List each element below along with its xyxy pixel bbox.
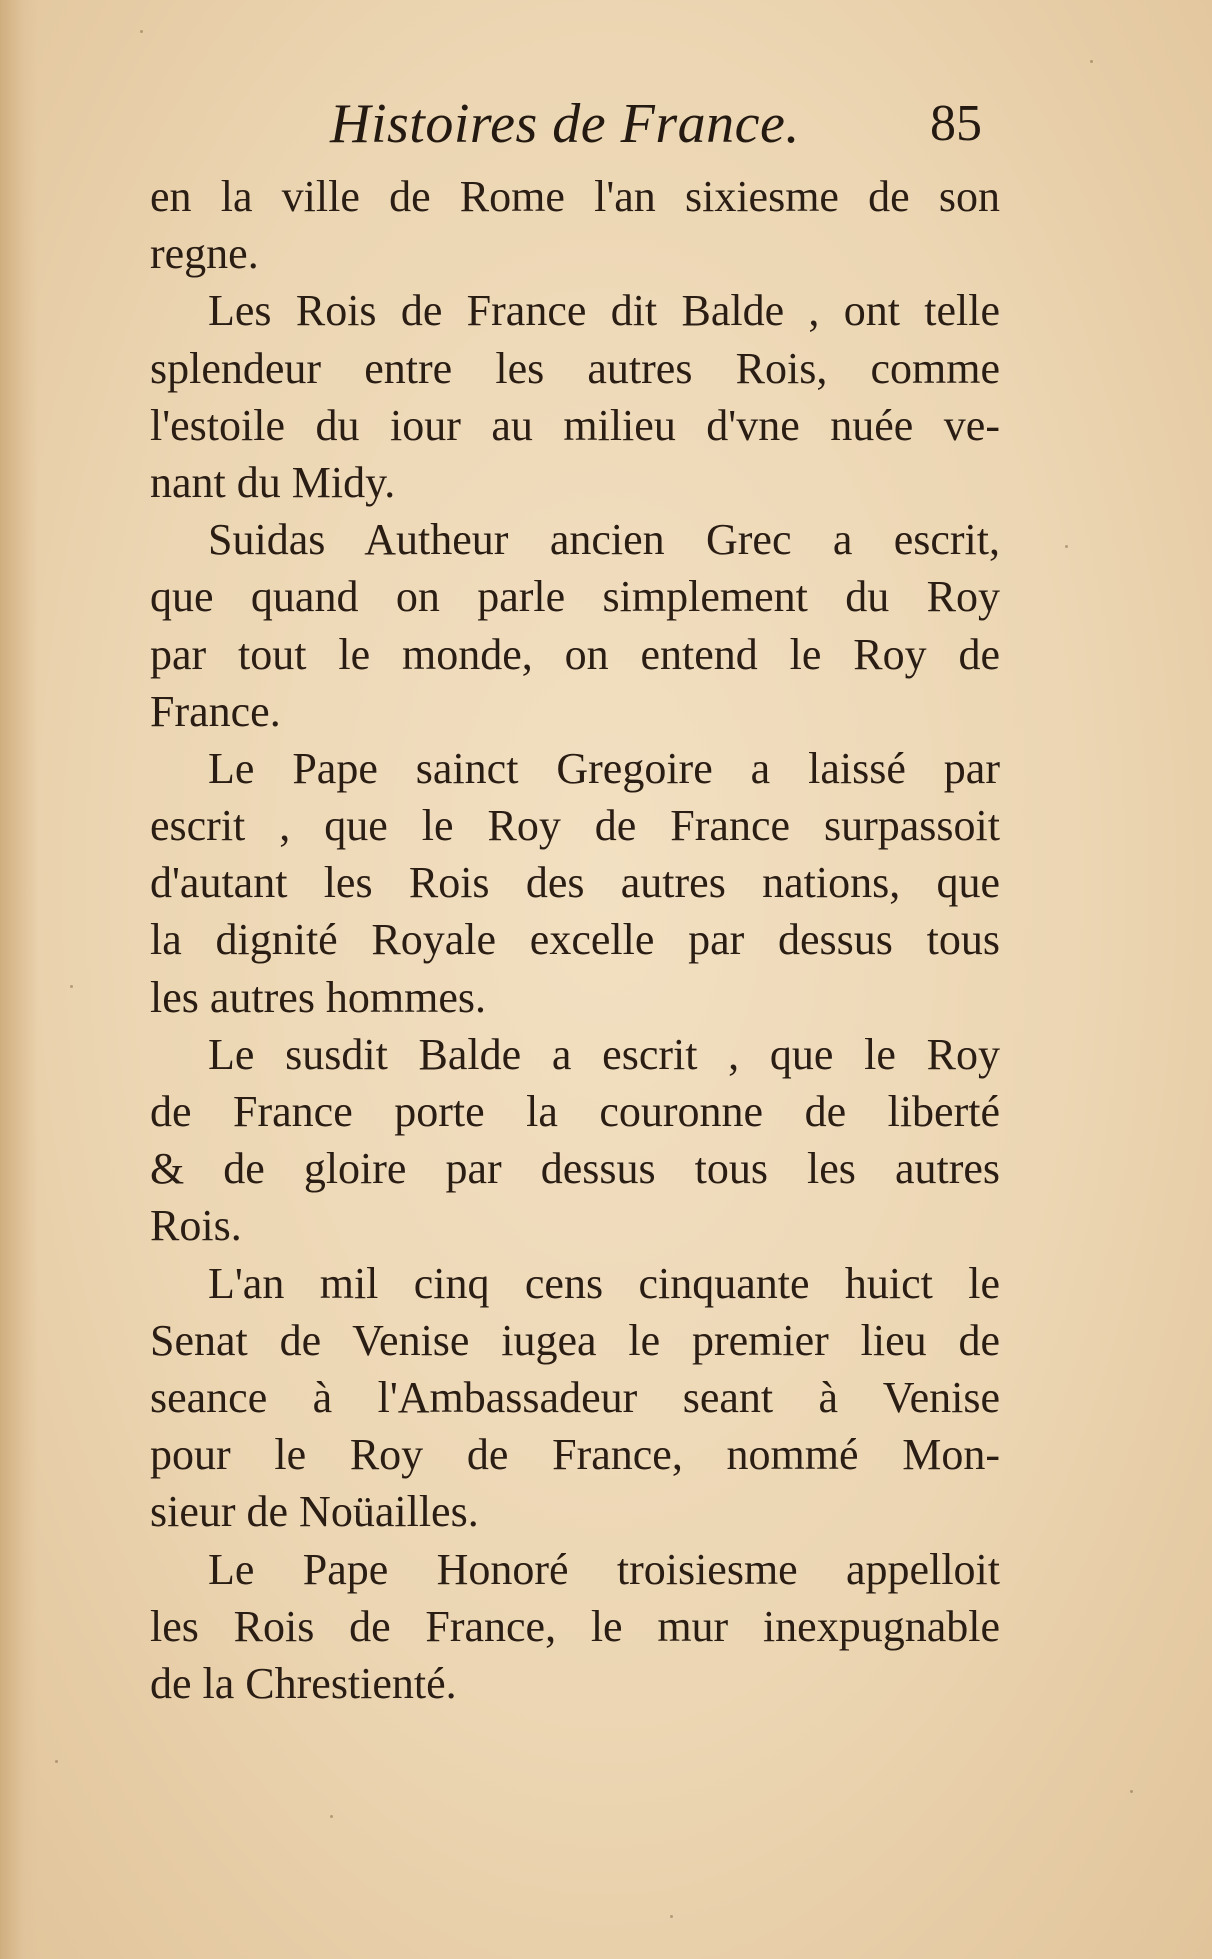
text-line: Le Pape sainct Gregoire a laissé par (208, 743, 1000, 793)
page-header (330, 92, 990, 162)
text-line: Suidas Autheur ancien Grec a escrit, (208, 515, 1000, 565)
paper-speck (1130, 1790, 1133, 1793)
text-line: de la Chrestienté. (150, 1658, 457, 1708)
body-text (150, 168, 1000, 1712)
page-gutter-shadow (0, 0, 38, 1959)
text-line: seance à l'Ambassadeur seant à Venise (150, 1372, 1000, 1422)
text-line: la dignité Royale excelle par dessus tous (150, 915, 1000, 965)
text-line: de France porte la couronne de liberté (150, 1087, 1000, 1136)
paper-speck (55, 1760, 58, 1763)
paper-speck (1090, 60, 1093, 63)
text-line: l'estoile du iour au milieu d'vne nuée ve- (150, 400, 1000, 450)
text-line: les Rois de France, le mur inexpugnable (150, 1601, 1000, 1651)
text-line: par tout le monde, on entend le Roy de (150, 629, 1000, 679)
text-line: en la ville de Rome l'an sixiesme de son (150, 172, 1000, 221)
text-line: Le susdit Balde a escrit , que le Roy (208, 1029, 1000, 1079)
text-line: & de gloire par dessus tous les autres (150, 1144, 1000, 1194)
paper-speck (670, 1915, 673, 1918)
text-line: les autres hommes. (150, 972, 487, 1022)
text-line: Les Rois de France dit Balde , ont telle (208, 286, 1000, 336)
paper-speck (70, 985, 73, 988)
text-line: sieur de Noüailles. (150, 1487, 479, 1537)
text-line: regne. (150, 229, 259, 279)
text-line: Rois. (150, 1201, 242, 1251)
text-line: splendeur entre les autres Rois, comme (150, 343, 1000, 393)
paper-speck (140, 30, 143, 33)
text-line: que quand on parle simplement du Roy (150, 572, 1000, 622)
text-line: nant du Midy. (150, 457, 396, 507)
running-title: Histoires de France. (330, 93, 800, 155)
paper-speck (1065, 545, 1068, 548)
text-line: d'autant les Rois des autres nations, que (150, 858, 1000, 908)
text-line: Senat de Venise iugea le premier lieu de (150, 1315, 1000, 1365)
text-line: L'an mil cinq cens cinquante huict le (208, 1258, 1000, 1308)
text-line: escrit , que le Roy de France surpassoit (150, 801, 1000, 851)
paper-speck (330, 1815, 333, 1818)
text-line: pour le Roy de France, nommé Mon- (150, 1430, 1000, 1480)
page-number: 85 (930, 95, 982, 152)
text-line: Le Pape Honoré troisiesme appelloit (208, 1544, 1000, 1594)
text-line: France. (150, 686, 281, 736)
